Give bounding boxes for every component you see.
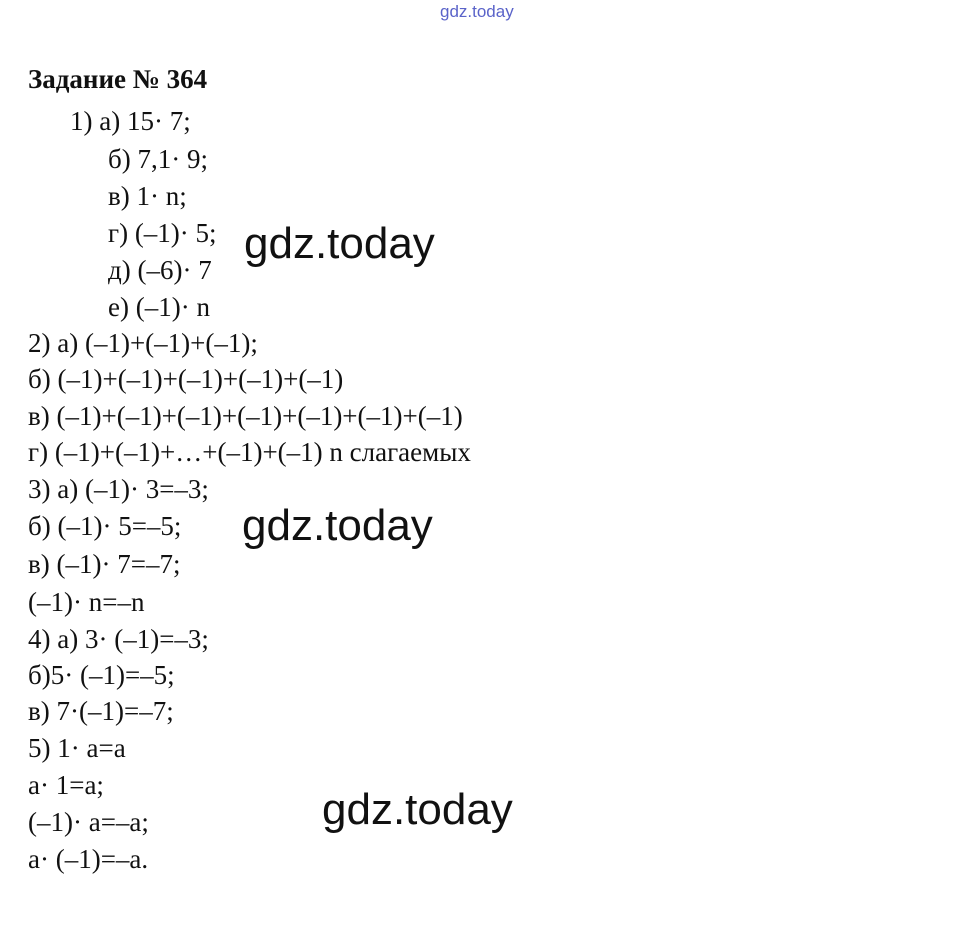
watermark-3: gdz.today — [322, 785, 513, 834]
line-5b: a· 1=a; — [28, 770, 104, 800]
line-2v: в) (–1)+(–1)+(–1)+(–1)+(–1)+(–1)+(–1) — [28, 401, 463, 431]
line-1b: б) 7,1· 9; — [108, 144, 208, 174]
line-1v: в) 1· n; — [108, 181, 187, 211]
task-title: Задание № 364 — [28, 64, 208, 94]
line-1d: д) (–6)· 7 — [108, 255, 212, 285]
line-3b: б) (–1)· 5=–5; — [28, 511, 182, 541]
line-4b: б)5· (–1)=–5; — [28, 660, 175, 690]
line-4v: в) 7·(–1)=–7; — [28, 696, 174, 726]
watermark-2: gdz.today — [242, 501, 433, 550]
line-5a: 5) 1· a=a — [28, 733, 126, 763]
line-4a: 4) а) 3· (–1)=–3; — [28, 624, 209, 654]
line-3a: 3) а) (–1)· 3=–3; — [28, 474, 209, 504]
watermark-top: gdz.today — [440, 2, 514, 21]
line-2b: б) (–1)+(–1)+(–1)+(–1)+(–1) — [28, 364, 344, 394]
line-5d: a· (–1)=–a. — [28, 844, 149, 874]
line-1a: 1) а) 15· 7; — [70, 106, 191, 136]
line-3v: в) (–1)· 7=–7; — [28, 549, 181, 579]
line-1g: г) (–1)· 5; — [108, 218, 217, 248]
line-2a: 2) а) (–1)+(–1)+(–1); — [28, 328, 258, 358]
line-1e: е) (–1)· n — [108, 292, 210, 322]
line-5c: (–1)· a=–a; — [28, 807, 149, 837]
line-3n: (–1)· n=–n — [28, 587, 145, 617]
line-2g: г) (–1)+(–1)+…+(–1)+(–1) n слагаемых — [28, 437, 471, 467]
watermark-1: gdz.today — [244, 219, 435, 268]
